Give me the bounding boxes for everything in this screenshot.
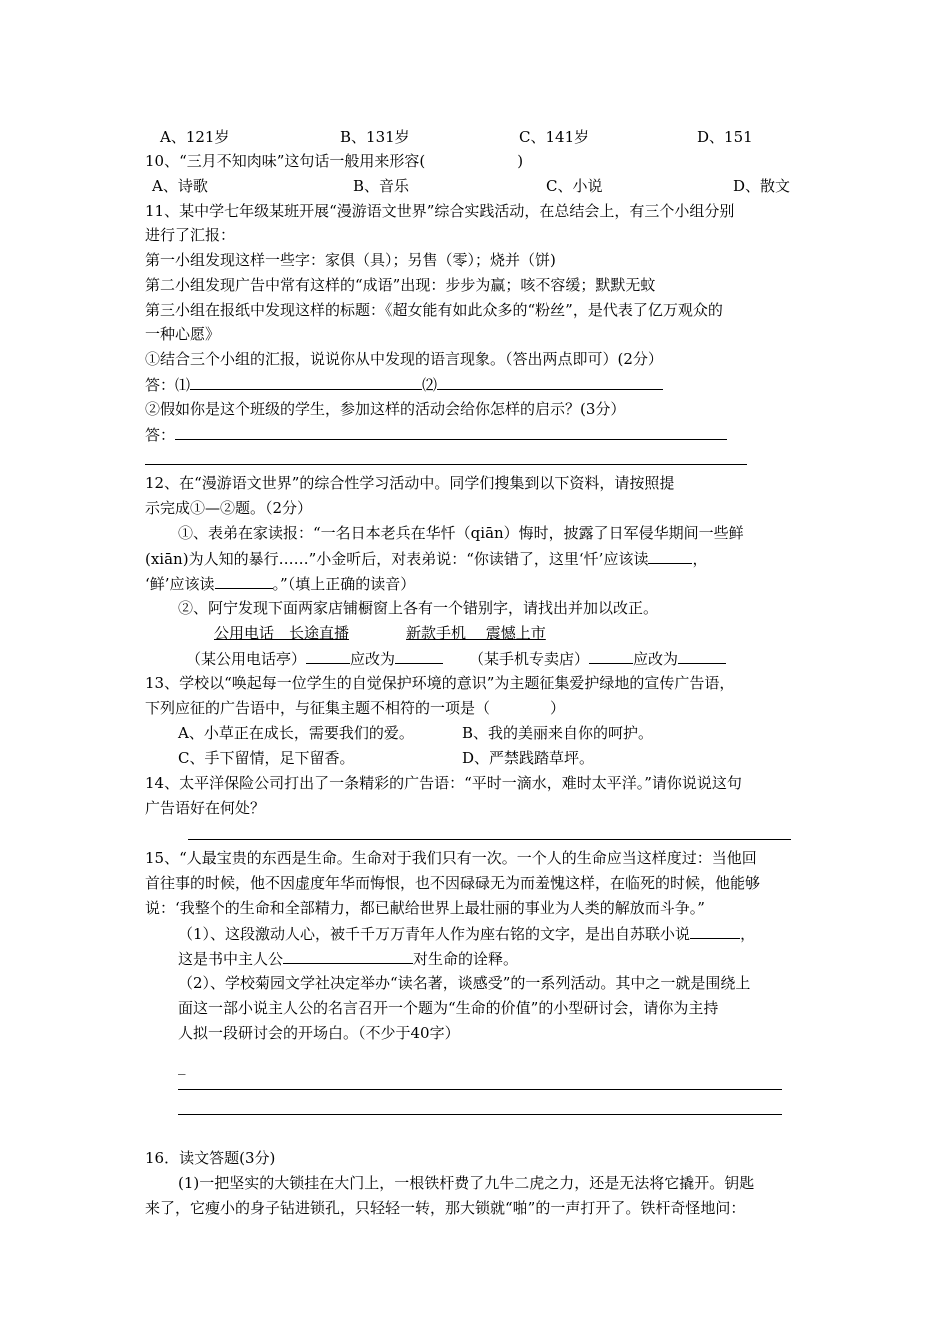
q9-option-b: B、131岁 <box>340 128 410 146</box>
q15-protagonist-blank[interactable] <box>283 947 413 964</box>
q12-shop2-wrong-blank[interactable] <box>589 647 633 664</box>
q16-title: 16．读文答题(3分) <box>145 1149 276 1167</box>
q12-shop2-label: （某手机专卖店） <box>469 650 590 668</box>
q13-option-c: C、手下留情，足下留香。 <box>178 749 355 767</box>
q15-answer-line1[interactable] <box>178 1089 782 1090</box>
q15-quote-line1: 15、“人最宝贵的东西是生命。生命对于我们只有一次。一个人的生命应当这样度过：当他回 <box>145 849 757 867</box>
q12-shop1-label: （某公用电话亭） <box>186 650 307 668</box>
q11-sub1: ①结合三个小组的汇报，说说你从中发现的语言现象。（答出两点即可）(2分） <box>145 350 663 368</box>
q11-answer1-mid: ⑵ <box>422 376 438 394</box>
q14-stem-line2: 广告语好在何处？ <box>145 799 266 817</box>
q12-stem-line2: 示完成①—②题。（2分） <box>145 499 313 517</box>
q12-shop2-fix-blank[interactable] <box>678 647 726 664</box>
q12-part1-line2-end: ， <box>692 550 708 568</box>
q12-shop2-sign: 新款手机 震憾上市 <box>406 624 546 642</box>
q12-reading-blank2[interactable] <box>215 572 273 589</box>
q12-stem-line1: 12、在“漫游语文世界”的综合性学习活动中。同学们搜集到以下资料，请按照提 <box>145 474 675 492</box>
q9-option-d: D、151 <box>697 128 753 146</box>
q11-answer1-prefix: 答：⑴ <box>145 376 191 394</box>
q11-answer2-blank[interactable] <box>175 423 727 440</box>
q12-part1-line3-end: 。”（填上正确的读音） <box>272 575 416 593</box>
q12-part1-line1: ①、表弟在家读报：“一名日本老兵在华忏（qiān）悔时，披露了日军侵华期间一些鲜 <box>178 524 744 542</box>
q12-part1-line2-text: (xiān)为人知的暴行……”小金听后，对表弟说：“你读错了，这里‘忏’应该读 <box>145 550 649 568</box>
q11-stem-line2: 进行了汇报： <box>145 226 236 244</box>
q15-sub2-line3: 人拟一段研讨会的开场白。（不少于40字） <box>178 1024 460 1042</box>
q11-answer2-prefix: 答： <box>145 426 176 444</box>
q11-answer1-blank1[interactable] <box>190 373 422 390</box>
q10-stem-text: 10、“三月不知肉味”这句话一般用来形容( <box>145 152 426 170</box>
q15-quote-line2: 首往事的时候，他不因虚度年华而悔恨，也不因碌碌无为而羞愧这样，在临死的时候，他能够 <box>145 874 761 892</box>
q11-group3-line2: 一种心愿》 <box>145 325 221 343</box>
q10-stem-close: ) <box>517 152 524 170</box>
q11-group2: 第二小组发现广告中常有这样的“成语”出现：步步为赢；咳不容缓；默默无蚊 <box>145 276 656 294</box>
q11-sub2: ②假如你是这个班级的学生，参加这样的活动会给你怎样的启示？(3分） <box>145 400 626 418</box>
q15-sub1-line1-end: ， <box>740 925 756 943</box>
q12-part1-line3 <box>145 572 415 595</box>
q15-sub1-line2-end: 对生命的诠释。 <box>413 950 519 968</box>
q11-group1: 第一小组发现这样一些字：家俱（具）；另售（零）；烧并（饼) <box>145 251 556 269</box>
q16-paragraph-line2: 来了，它瘦小的身子钻进锁孔，只轻轻一转，那大锁就“啪”的一声打开了。铁杆奇怪地问： <box>145 1199 746 1217</box>
q12-fix-row <box>186 647 726 670</box>
q13-option-b: B、我的美丽来自你的呵护。 <box>462 724 654 742</box>
q12-part1-line3-text: ‘鲜’应该读 <box>145 575 215 593</box>
q10-option-c: C、小说 <box>546 177 603 195</box>
q15-sub1-line2-text: 这是书中主人公 <box>178 950 284 968</box>
q11-answer2-row <box>145 423 727 446</box>
q13-option-a: A、小草正在成长，需要我们的爱。 <box>178 724 414 742</box>
q11-group3-line1: 第三小组在报纸中发现这样的标题：《超女能有如此众多的“粉丝”，是代表了亿万观众的 <box>145 301 723 319</box>
q9-option-a: A、121岁 <box>160 128 230 146</box>
q11-answer1-blank2[interactable] <box>437 373 663 390</box>
q11-answer1-row <box>145 373 663 396</box>
q13-option-d: D、严禁践踏草坪。 <box>462 749 595 767</box>
q15-novel-blank[interactable] <box>690 922 740 939</box>
q10-option-a: A、诗歌 <box>152 177 208 195</box>
q14-stem-line1: 14、太平洋保险公司打出了一条精彩的广告语：“平时一滴水，难时太平洋。”请你说说这句 <box>145 774 742 792</box>
q16-paragraph-line1: (1)一把坚实的大锁挂在大门上，一根铁杆费了九牛二虎之力，还是无法将它撬开。钥匙 <box>178 1174 755 1192</box>
q15-sub2-line2: 面这一部小说主人公的名言召开一个题为“生命的价值”的小型研讨会，请你为主持 <box>178 999 719 1017</box>
q11-stem-line1: 11、某中学七年级某班开展“漫游语文世界”综合实践活动，在总结会上，有三个小组分别 <box>145 202 735 220</box>
q13-stem-line2: 下列应征的广告语中，与征集主题不相符的一项是（ ） <box>145 699 566 717</box>
q11-answer2-line2[interactable] <box>145 464 747 465</box>
q12-shop1-fix-blank[interactable] <box>395 647 443 664</box>
q15-sub1-line1 <box>178 922 755 945</box>
q15-quote-line3: 说：‘我整个的生命和全部精力，都已献给世界上最壮丽的事业为人类的解放而斗争。” <box>145 899 705 917</box>
q9-option-c: C、141岁 <box>519 128 590 146</box>
q13-stem-line1: 13、学校以“唤起每一位学生的自觉保护环境的意识”为主题征集爱护绿地的宣传广告语， <box>145 674 735 692</box>
q12-fix2-text: 应改为 <box>633 650 679 668</box>
q15-sub1-line2 <box>178 947 518 970</box>
q15-sub1-line1-text: （1）、这段激动人心，被千千万万青年人作为座右铭的文字，是出自苏联小说 <box>178 925 691 943</box>
q12-shop1-wrong-blank[interactable] <box>306 647 350 664</box>
q10-stem <box>145 150 523 172</box>
q15-answer-dash: _ <box>178 1057 186 1075</box>
q12-fix1-text: 应改为 <box>350 650 396 668</box>
q15-answer-line2[interactable] <box>178 1114 782 1115</box>
q14-answer-line[interactable] <box>188 839 791 840</box>
q10-option-d: D、散文 <box>733 177 791 195</box>
q12-part2: ②、阿宁发现下面两家店铺橱窗上各有一个错别字，请找出并加以改正。 <box>178 599 659 617</box>
q12-part1-line2 <box>145 547 707 570</box>
q12-reading-blank1[interactable] <box>648 547 692 564</box>
q10-option-b: B、音乐 <box>353 177 410 195</box>
q15-sub2-line1: （2）、学校菊园文学社决定举办“读名著，谈感受”的一系列活动。其中之一就是围绕上 <box>178 974 751 992</box>
q12-shop1-sign: 公用电话 长途直播 <box>214 624 350 642</box>
